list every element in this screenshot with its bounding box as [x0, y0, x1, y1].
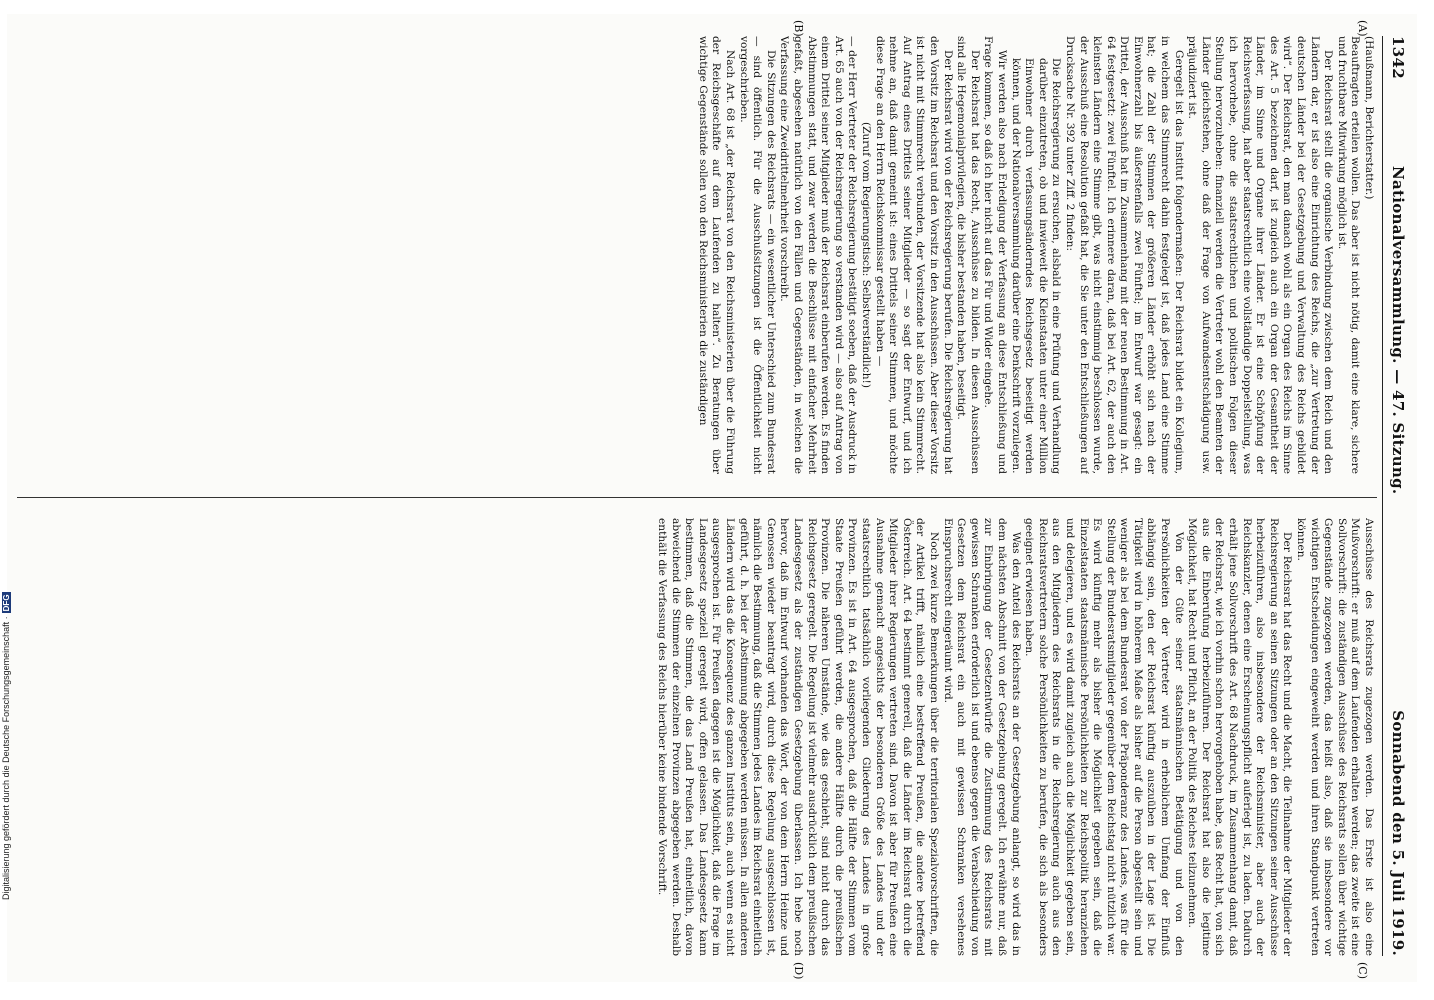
- paragraph: Der Reichsrat hat das Recht und die Macht, die Teilnahme der Mitglieder der Reichsregierung an seinen Sitzungen oder an den Sitzungen seiner Ausschüsse herbeizuführen, also insbesondere der Reichsminister, aber auch der Reichskanzler, denen eine Erscheinungspflicht auferlegt ist, zu laden. Dadurch erhält jene Sollvorschrift des Art. 68 Nachdruck, im Zusammenhang damit, daß der Reichsrat, wie ich vorhin schon hervorgehoben habe, das Recht hat, von sich aus die Einberufung herbeizuführen. Der Reichsrat hat also die legitime Möglichkeit, hat Recht und Pflicht, an der Politik des Reiches teilzunehmen.: [1186, 518, 1294, 956]
- paragraph: Die Reichsregierung zu ersuchen, alsbald in eine Prüfung und Verhandlung darüber einzutreten, ob und inwieweit die Kleinstaaten unter einer Million Einwohner durch verfassungsänderndes Reichsgesetz beseitigt werden können, und der Nationalversammlung darüber eine Denkschrift vorzulegen.: [1009, 58, 1063, 474]
- paragraph: Wir werden also nach Erledigung der Verfassung an diese Entschließung und Frage kommen, so daß ich hier nicht auf das Für und Wider eingehe.: [982, 36, 1008, 474]
- page-header: [1383, 36, 1409, 956]
- session-date: Sonnabend den 5. Juli 1919.: [1389, 710, 1407, 956]
- paragraph: Nach Art. 68 ist „der Reichsrat von den Reichsministerien über die Führung der Reichsgeschäfte auf dem Laufenden zu halten“. Zu Beratungen über wichtige Gegenstände sollen von den Reichsministerien die zuständigen: [696, 36, 737, 474]
- paragraph: Der Reichsrat hat das Recht, Ausschüsse zu bilden. In diesen Ausschüssen sind alle Hegemonialprivilegien, die bisher bestanden haben, beseitigt.: [955, 36, 981, 474]
- paragraph: Geregelt ist das Institut folgendermaßen: Der Reichsrat bildet ein Kollegium, in welchem das Stimmrecht dahin festgelegt ist, daß jedes Land eine Stimme hat; die Zahl der Stimmen der größeren Länder erhöht sich nach der Einwohnerzahl bis äußerstenfalls zwei Fünftel; im Entwurf war gesagt: ein Drittel, der Ausschuß hat im Zusammenhang mit der neuen Bestimmung in Art. 64 festgesetzt: zwei Fünftel. Ich erinnere daran, daß bei Art. 62, der auch den kleinsten Ländern eine Stimme gibt, was nicht einstimmig beschlossen wurde, der Ausschuß eine Resolution gefaßt hat, die Sie unter den Entschließungen auf Drucksache Nr. 392 unter Ziff. 2 finden:: [1063, 36, 1185, 474]
- paragraph: Von der Güte seiner staatsmännischen Betätigung und von den Persönlichkeiten der Vertreter wird in erheblichem Umfang der Einfluß abhängig sein, den der Reichsrat künftig auszuüben in der Lage ist. Die Tätigkeit wird in höherem Maße als bisher auf die Person abgestellt sein und weniger als bei dem Bundesrat von der Präponderanz des Landes, was für die Stellung der Bundesratsmitglieder gegenüber dem Reichstag nicht nützlich war. Es wird künftig mehr als bisher die Möglichkeit gegeben sein, daß die Einzelstaaten staatsmännische Persönlichkeiten zur Reichspolitik heranziehen und delegieren, und es wird damit zugleich auch die Möglichkeit gegeben sein, aus den Mitgliedern des Reichsrats in die Reichsregierung auch aus den Reichsratsvertretern solche Persönlichkeiten zu berufen, die sich als besonders geeignet erwiesen haben.: [1023, 518, 1185, 956]
- paragraph: Der Reichsrat wird von der Reichsregierung berufen. Die Reichsregierung hat den Vorsitz im Reichsrat und den Vorsitz in den Ausschüssen. Aber dieser Vorsitz ist nicht mit Stimmrecht verbunden, der Vorsitzende hat also kein Stimmrecht. Auf Antrag eines Drittels seiner Mitglieder — so sagt der Entwurf, und ich nehme an, daß damit gemeint ist: eines Drittels seiner Stimmen, und möchte diese Frage an den Herrn Reichskommissar gestellt haben —: [873, 36, 954, 474]
- header-rule: [1382, 36, 1383, 956]
- margin-marker-a: (A): [1356, 20, 1369, 37]
- rotated-document-page: [7, 14, 1417, 982]
- right-text-column: [25, 518, 1375, 956]
- paragraph: Die Sitzungen des Reichsrats — ein wesentlicher Unterschied zum Bundesrat — sind öffentlich. Für die Ausschußsitzungen ist die Öffentlichkeit nicht vorgeschrieben.: [737, 36, 777, 474]
- margin-marker-d: (D): [792, 962, 805, 980]
- paragraph: — der Herr Vertreter der Reichsregierung bestätigt soeben, daß der Ausdruck in Art. 65 auch von der Reichsregierung so verstanden wird — also auf Antrag von einem Drittel seiner Mitglieder muß der Reichsrat einberufen werden. Es finden Abstimmungen statt, und zwar werden die Beschlüsse mit einfacher Mehrheit gefaßt, abgesehen natürlich von den Fällen und Gegenständen, in welchen die Verfassung eine Zweidrittelmehrheit vorschreibt.: [778, 36, 859, 474]
- margin-marker-c: (C): [1356, 962, 1369, 979]
- paragraph: Noch zwei kurze Bemerkungen über die territorialen Spezialvorschriften, die der Artikel trifft, nämlich eine bestreffend Preußen, die andere betreffend Österreich. Art. 64 bestimmt generell, daß die Länder im Reichsrat durch die Mitglieder ihrer Regierungen vertreten sind. Davon ist aber für Preußen eine Ausnahme gemacht angesichts der besonderen Größe des Landes und der staatsrechtlich tatsächlich vorliegenden Gliederung des Landes in große Provinzen. Es ist in Art. 64 ausgesprochen, daß die Hälfte der Stimmen vom Staate Preußen geführt werden, die andere Hälfte durch die preußischen Provinzen. Die näheren Umstände, wie das geschieht, sind nicht durch das Reichsgesetz geregelt. Die Regelung ist vielmehr ausdrücklich dem preußischen Landesgesetz als der zuständigen Gesetzgebung überlassen. Ich hebe noch hervor, daß im Entwurf vorhanden das Wort, der von dem Herrn Heinze und Genossen wieder beantragt wird, durch diese Regelung ausgeschlossen ist, nämlich die Bestimmung, daß die Stimmen jedes Landes im Reichsrat einheitlich geführt, d. h. bei der Abstimmung abgegeben werden müssen. In allen anderen Ländern wird das die Konsequenz des ganzen Instituts sein, auch wenn es nicht ausgesprochen ist. Für Preußen dagegen ist die Möglichkeit, daß die Frage im Landesgesetz speziell geregelt wird, offen gelassen. Das Landesgesetz kann bestimmen, daß die Stimmen, die das Land Preußen hat, einheitlich, davon abweichend die Stimmen der einzelnen Provinzen abgegeben werden. Deshalb enthält die Verfassung des Reichs hierüber keine bindende Vorschrift.: [656, 518, 940, 956]
- digitization-footer: [1, 592, 11, 900]
- footer-text: Digitalisierung gefördert durch die Deutsche Forschungsgemeinschaft ·: [1, 616, 11, 900]
- paragraph: (Zuruf vom Regierungstisch: Selbstverständlich!): [860, 122, 873, 388]
- dfg-logo: DFG: [2, 594, 11, 612]
- margin-marker-b: (B): [792, 20, 805, 37]
- column-divider: [17, 497, 1377, 498]
- session-title: Nationalversammlung. — 47. Sitzung.: [1389, 166, 1407, 495]
- paragraph: (Haußmann, Berichterstatter.): [1363, 36, 1375, 200]
- paragraph: Was den Anteil des Reichsrats an der Gesetzgebung anlangt, so wird das in dem nächsten Abschnitt von der Gesetzgebung geregelt. Ich erwähne nur, daß zur Einbringung der Gesetzentwürfe die Zustimmung des Reichsrats mit gewissen Schranken erforderlich ist und ebenso gegen die Verabschiedung von Gesetzen dem Reichsrat ein auch mit gewissen Schranken versehenes Einspruchsrecht eingeräumt wird.: [941, 518, 1022, 956]
- paragraph: Der Reichsrat stellt die organische Verbindung zwischen dem Reich und den Ländern dar, er ist also eine Einrichtung des Reichs, die „zur Vertretung der deutschen Länder bei der Gesetzgebung und Verwaltung des Reichs gebildet wird“. Der Reichsrat, den man danach wohl als ein Organ des Reichs im Sinne des Art. 5 bezeichnen darf, ist zugleich auch ein Organ der Gesamtheit der Länder, im Sinne und Organe ihrer Länder. Er ist eine Schöpfung der Reichsverfassung, hat aber staatsrechtlich eine vollständige Doppelstellung, was ich hervorhebe, ohne die staatsrechtlichen und politischen Folgen dieser Stellung hervorzuheben: finanziell werden die Vertreter wohl den Beamten der Länder gleichstehen, ohne daß der Frage von Aufwandsentschädigung usw. präjudiziert ist.: [1186, 36, 1335, 474]
- page-number: 1342: [1389, 36, 1407, 79]
- paragraph: Beauftragten erteilen wollen. Das aber ist nicht nötig, damit eine klare, sichere und fruchtbare Mitwirkung möglich ist.: [1335, 36, 1362, 474]
- paragraph: Ausschüsse des Reichsrats zugezogen werden. Das Erste ist also eine Mußvorschrift: er muß auf dem Laufenden erhalten werden; das zweite ist eine Sollvorschrift: die zuständigen Ausschüsse des Reichsrats sollen über wichtige Gegenstände zugezogen werden, das heißt also, daß sie insbesondere vor wichtigen Entscheidungen eingeweiht werden und ihren Standpunkt vertreten können.: [1295, 518, 1375, 956]
- left-text-column: [25, 36, 1375, 474]
